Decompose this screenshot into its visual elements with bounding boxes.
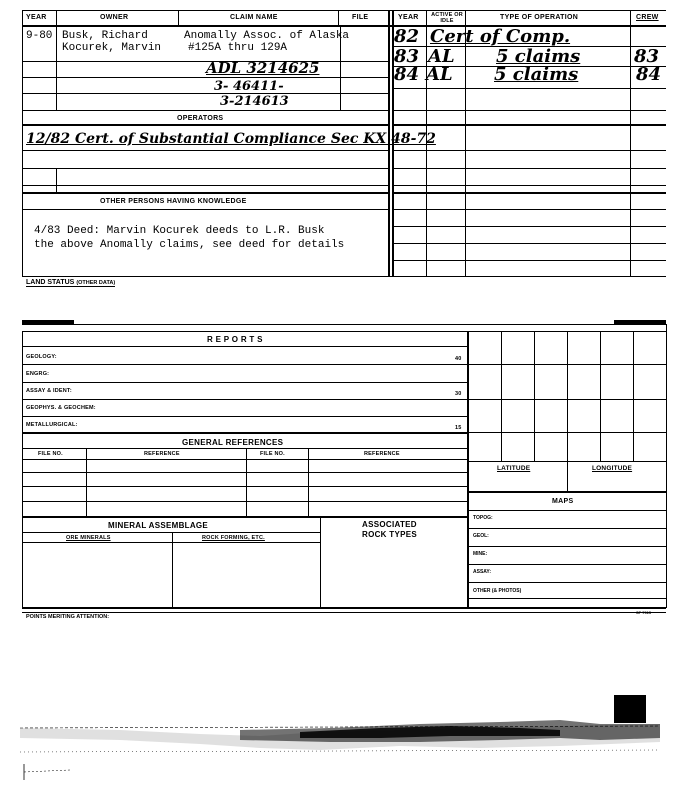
claim-name-header: CLAIM NAME: [230, 14, 278, 21]
other-persons-line-2: the above Anomally claims, see deed for details: [34, 239, 345, 251]
report-geology-num: 40: [455, 356, 462, 362]
adl-number-2: 3- 46411-: [214, 79, 284, 94]
report-geology: GEOLOGY:: [26, 354, 57, 360]
owner-header: OWNER: [100, 14, 129, 21]
ops-type-3: 5 claims: [494, 64, 579, 85]
ops-type-2: 5 claims: [496, 46, 581, 67]
other-persons-line-1: 4/83 Deed: Marvin Kocurek deeds to L.R. Busk: [34, 225, 325, 237]
claim-year: 9-80: [26, 30, 53, 42]
rock-forming-header: ROCK FORMING, ETC.: [202, 535, 265, 541]
active-idle-header: ACTIVE OR IDLE: [431, 12, 463, 24]
year2-header: YEAR: [398, 14, 419, 21]
latitude-label: LATITUDE: [497, 465, 531, 472]
ops-crew-3: 84: [636, 64, 662, 85]
report-engrg: ENGRG:: [26, 371, 50, 377]
report-assay: ASSAY & IDENT:: [26, 388, 72, 394]
report-metallurgical-num: 15: [455, 425, 462, 431]
maps-title: MAPS: [552, 498, 574, 505]
ops-type-1: Cert of Comp.: [430, 26, 571, 47]
ops-active-2: AL: [428, 46, 455, 67]
operators-entry: 12/82 Cert. of Substantial Compliance Sec KX 48-72: [26, 131, 436, 147]
ops-active-3: AL: [426, 64, 453, 85]
ops-year-1: 82: [394, 26, 420, 47]
associated-rock-types-line-1: ASSOCIATED: [362, 520, 417, 529]
ref-reference-header: REFERENCE: [144, 451, 180, 457]
claim-name-line-1: Anomally Assoc. of Alaska: [184, 30, 350, 42]
report-metallurgical: METALLURGICAL:: [26, 422, 78, 428]
type-operation-header: TYPE OF OPERATION: [500, 14, 579, 21]
adl-number-1: ADL 3214625: [206, 59, 320, 77]
operators-label: OPERATORS: [177, 115, 224, 122]
land-status-text: LAND STATUS: [26, 279, 75, 286]
claim-name-line-2: #125A thru 129A: [188, 42, 288, 54]
report-geophys: GEOPHYS. & GEOCHEM:: [26, 405, 96, 411]
other-persons-label: OTHER PERSONS HAVING KNOWLEDGE: [100, 198, 247, 205]
longitude-label: LONGITUDE: [592, 465, 633, 472]
ref-file-no-header: FILE NO.: [38, 451, 63, 457]
form-number: SF 7915: [636, 610, 652, 615]
owner-line-2: Kocurek, Marvin: [62, 42, 162, 54]
general-references-title: GENERAL REFERENCES: [182, 438, 284, 447]
report-assay-num: 30: [455, 391, 462, 397]
associated-rock-types-line-2: ROCK TYPES: [362, 530, 418, 539]
ref-file-no2-header: FILE NO.: [260, 451, 285, 457]
ref-reference2-header: REFERENCE: [364, 451, 400, 457]
land-status-label: [26, 279, 115, 287]
file-header: FILE: [352, 14, 369, 21]
map-geol: GEOL:: [473, 533, 489, 539]
scan-noise-band: [0, 690, 678, 804]
map-mine: MINE:: [473, 551, 488, 557]
ops-year-3: 84: [394, 64, 420, 85]
points-meriting-label: POINTS MERITING ATTENTION:: [26, 614, 110, 620]
ops-crew-2: 83: [634, 46, 660, 67]
land-status-sub: (OTHER DATA): [76, 280, 116, 286]
crew-header: CREW: [636, 14, 659, 21]
map-topog: TOPOG:: [473, 515, 493, 521]
reports-title: R E P O R T S: [207, 335, 263, 344]
mineral-assemblage-title: MINERAL ASSEMBLAGE: [108, 521, 209, 530]
ore-minerals-header: ORE MINERALS: [66, 535, 111, 541]
adl-number-3: 3-214613: [220, 94, 289, 109]
year-header: YEAR: [26, 14, 47, 21]
ops-year-2: 83: [394, 46, 420, 67]
owner-line-1: Busk, Richard: [62, 30, 148, 42]
map-other: OTHER (& PHOTOS): [473, 588, 522, 594]
map-assay: ASSAY:: [473, 569, 492, 575]
